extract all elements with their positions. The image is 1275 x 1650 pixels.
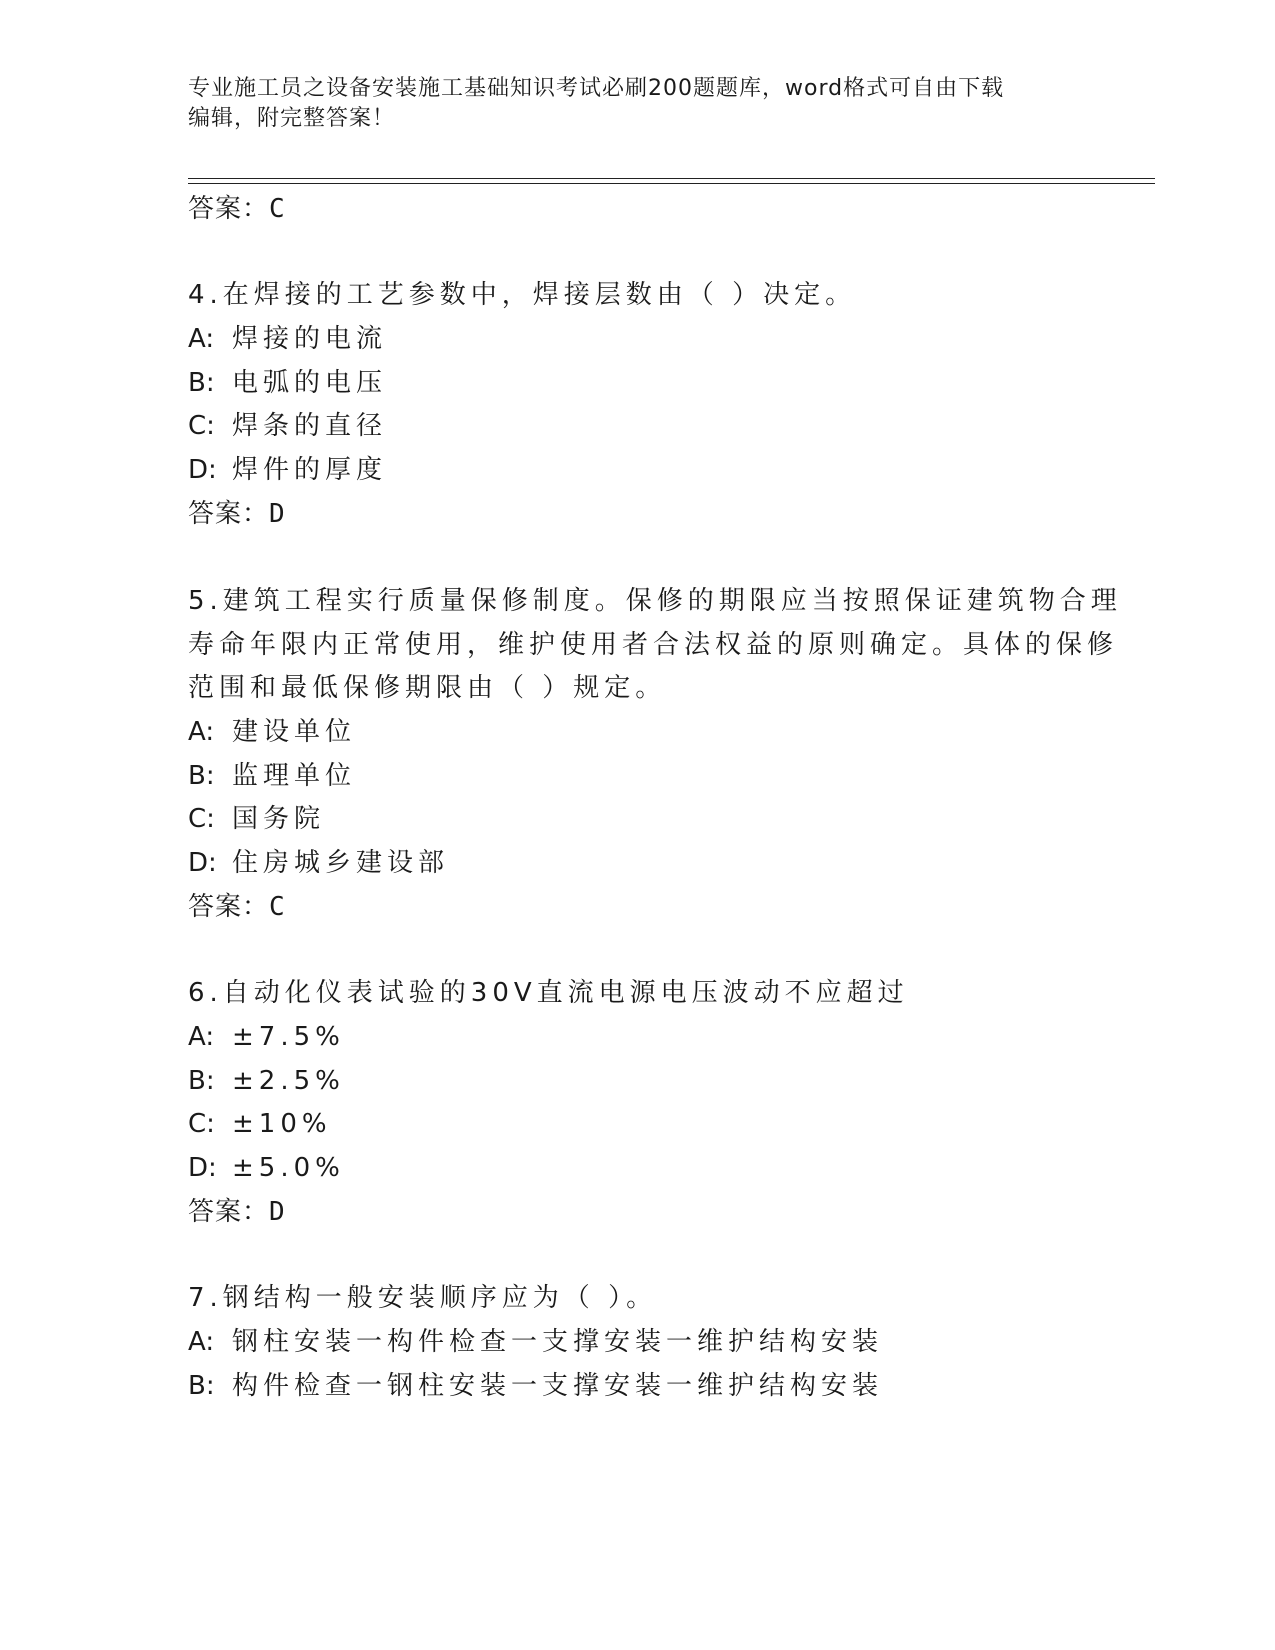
option-text: 钢柱安装一构件检查一支撑安装一维护结构安装 bbox=[232, 1327, 884, 1357]
option-text: 监理单位 bbox=[232, 761, 357, 791]
option-text: 住房城乡建设部 bbox=[232, 848, 450, 878]
question-7-option-a bbox=[188, 1325, 883, 1359]
option-key: D: bbox=[188, 848, 217, 878]
option-key: B: bbox=[188, 1066, 215, 1096]
option-text: ±5.0% bbox=[232, 1153, 345, 1183]
option-key: C: bbox=[188, 411, 215, 441]
option-key: A: bbox=[188, 717, 215, 747]
answer-value: D bbox=[269, 499, 286, 529]
question-4-option-d bbox=[188, 453, 387, 487]
answer-label: 答案： bbox=[188, 499, 270, 529]
option-text: 焊件的厚度 bbox=[232, 455, 388, 485]
question-5-option-d bbox=[188, 846, 449, 880]
document-header bbox=[188, 74, 1088, 134]
question-4-option-c bbox=[188, 409, 387, 443]
option-text: 国务院 bbox=[232, 804, 326, 834]
option-text: 建设单位 bbox=[232, 717, 357, 747]
header-line-2: 编辑，附完整答案！ bbox=[188, 106, 396, 131]
option-key: D: bbox=[188, 455, 217, 485]
question-5-option-c bbox=[188, 802, 325, 836]
question-4-option-b bbox=[188, 366, 387, 400]
answer-line bbox=[188, 192, 286, 226]
question-5-text-line-2: 寿命年限内正常使用，维护使用者合法权益的原则确定。具体的保修 bbox=[188, 630, 1119, 660]
answer-label: 答案： bbox=[188, 1197, 270, 1227]
option-text: 焊条的直径 bbox=[232, 411, 388, 441]
question-6-option-b bbox=[188, 1064, 345, 1098]
answer-value: C bbox=[269, 892, 286, 922]
answer-value: C bbox=[269, 194, 286, 224]
question-6-option-c bbox=[188, 1107, 332, 1141]
option-key: C: bbox=[188, 804, 215, 834]
answer-label: 答案： bbox=[188, 194, 270, 224]
question-5-answer bbox=[188, 890, 286, 924]
question-5-text-line-3: 范围和最低保修期限由（ ）规定。 bbox=[188, 673, 667, 703]
question-5-option-a bbox=[188, 715, 356, 749]
option-text: 焊接的电流 bbox=[232, 324, 388, 354]
option-key: A: bbox=[188, 1327, 215, 1357]
option-key: D: bbox=[188, 1153, 217, 1183]
option-key: B: bbox=[188, 761, 215, 791]
option-text: ±7.5% bbox=[232, 1022, 345, 1052]
question-4-option-a bbox=[188, 322, 387, 356]
option-text: ±2.5% bbox=[232, 1066, 345, 1096]
question-4-text: 4.在焊接的工艺参数中，焊接层数由（ ）决定。 bbox=[188, 280, 857, 310]
answer-label: 答案： bbox=[188, 892, 270, 922]
question-6-text: 6.自动化仪表试验的30V直流电源电压波动不应超过 bbox=[188, 978, 909, 1008]
option-key: C: bbox=[188, 1109, 215, 1139]
option-text: 电弧的电压 bbox=[232, 368, 388, 398]
question-6-answer bbox=[188, 1195, 286, 1229]
question-7-option-b bbox=[188, 1369, 883, 1403]
option-text: ±10% bbox=[232, 1109, 332, 1139]
option-key: A: bbox=[188, 1022, 215, 1052]
question-6-option-a bbox=[188, 1020, 345, 1054]
option-text: 构件检查一钢柱安装一支撑安装一维护结构安装 bbox=[232, 1371, 884, 1401]
header-rule-bottom bbox=[188, 183, 1155, 184]
option-key: A: bbox=[188, 324, 215, 354]
question-7-text: 7.钢结构一般安装顺序应为（ ）。 bbox=[188, 1283, 658, 1313]
question-5-option-b bbox=[188, 759, 356, 793]
option-key: B: bbox=[188, 1371, 215, 1401]
question-4-answer bbox=[188, 497, 286, 531]
question-5-text-line-1: 5.建筑工程实行质量保修制度。保修的期限应当按照保证建筑物合理 bbox=[188, 586, 1122, 616]
header-line-1: 专业施工员之设备安装施工基础知识考试必刷200题题库，word格式可自由下载 bbox=[188, 76, 1005, 101]
header-rule-top bbox=[188, 178, 1155, 179]
option-key: B: bbox=[188, 368, 215, 398]
question-6-option-d bbox=[188, 1151, 345, 1185]
answer-value: D bbox=[269, 1197, 286, 1227]
